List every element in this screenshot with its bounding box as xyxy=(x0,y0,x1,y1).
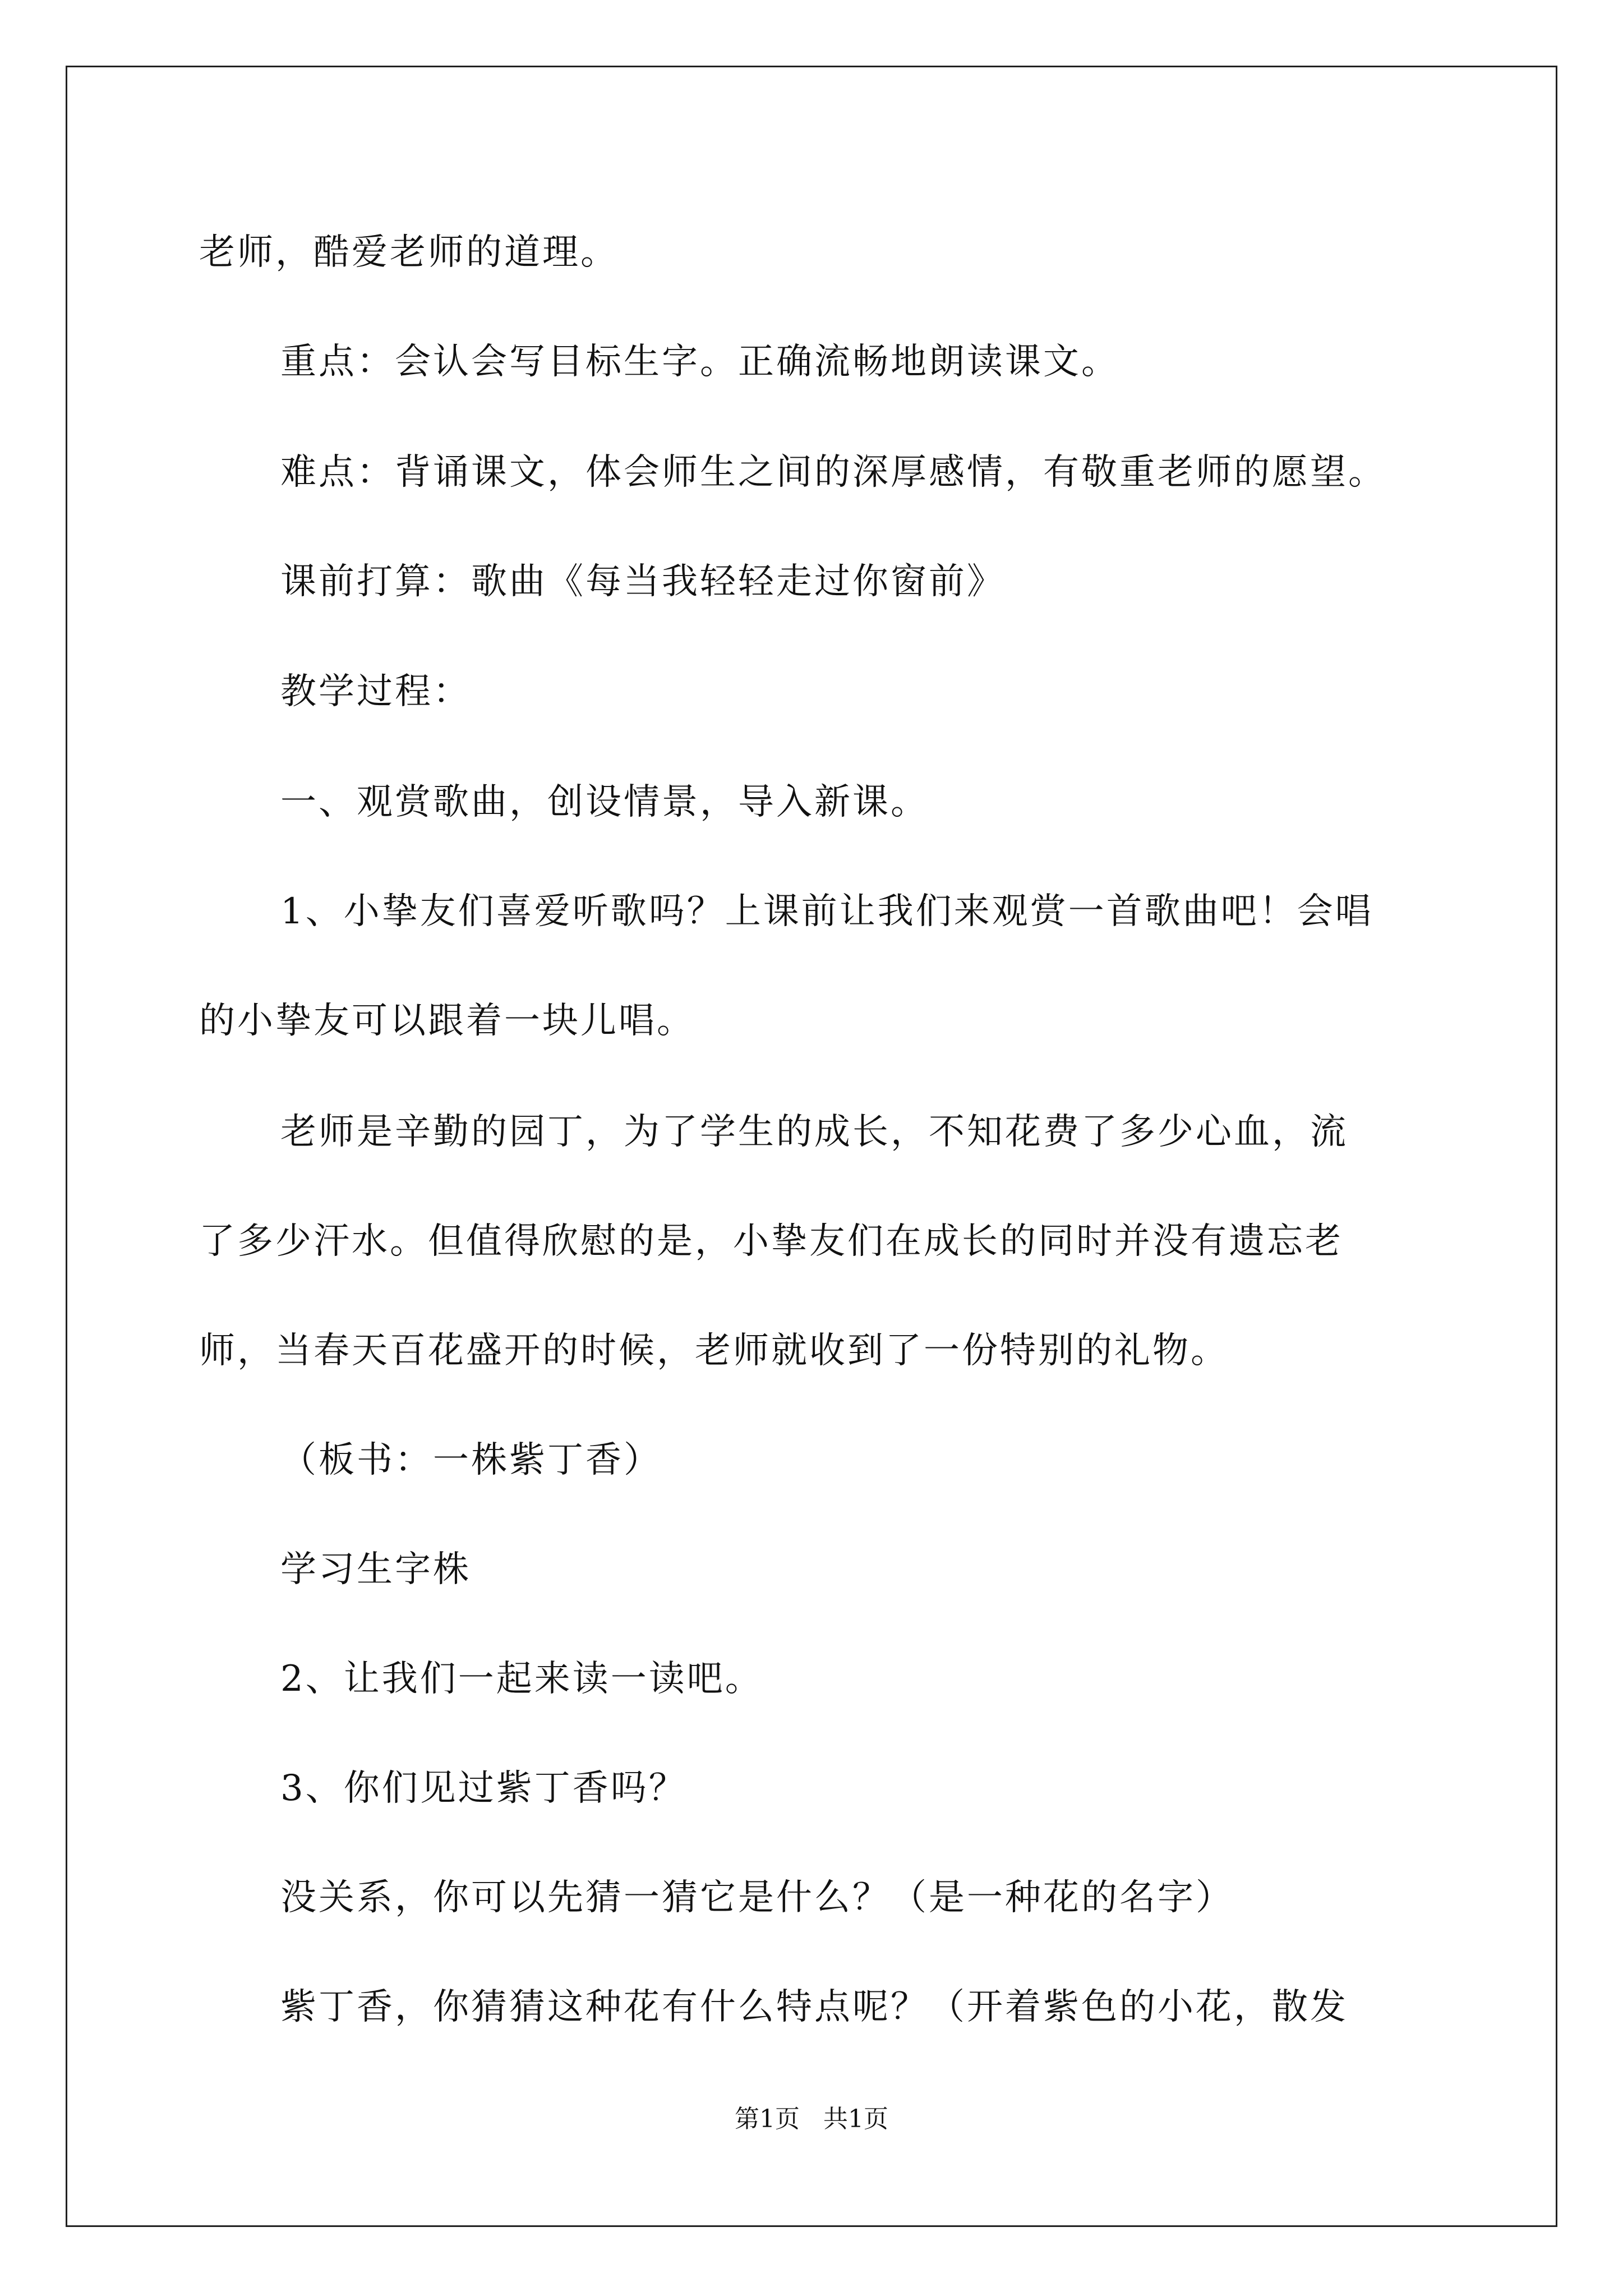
page-footer: 第1页 共1页 xyxy=(735,2105,888,2133)
text-line-8: 的小挚友可以跟着一块儿唱。 xyxy=(199,1000,695,1042)
text-line-10: 了多少汗水。但值得欣慰的是，小挚友们在成长的同时并没有遗忘老 xyxy=(199,1221,1343,1262)
text-line-16: 没关系，你可以先猜一猜它是什么？（是一种花的名字） xyxy=(280,1877,1234,1918)
text-line-5: 教学过程： xyxy=(280,671,471,712)
text-line-7: 1、小挚友们喜爱听歌吗？上课前让我们来观赏一首歌曲吧！会唱 xyxy=(280,891,1373,932)
text-line-11: 师，当春天百花盛开的时候，老师就收到了一份特别的礼物。 xyxy=(199,1330,1229,1372)
text-line-15: 3、你们见过紫丁香吗？ xyxy=(280,1768,687,1809)
text-line-6: 一、观赏歌曲，创设情景，导入新课。 xyxy=(280,781,929,823)
text-line-13: 学习生字株 xyxy=(280,1549,471,1590)
text-line-1: 老师，酷爱老师的道理。 xyxy=(199,232,619,273)
text-line-2: 重点：会认会写目标生字。正确流畅地朗读课文。 xyxy=(280,341,1119,383)
text-line-9: 老师是辛勤的园丁，为了学生的成长，不知花费了多少心血，流 xyxy=(280,1111,1348,1153)
text-line-12: （板书：一株紫丁香） xyxy=(280,1439,662,1481)
text-line-3: 难点：背诵课文，体会师生之间的深厚感情，有敬重老师的愿望。 xyxy=(280,452,1386,493)
text-line-14: 2、让我们一起来读一读吧。 xyxy=(280,1658,763,1700)
text-line-17: 紫丁香，你猜猜这种花有什么特点呢？（开着紫色的小花，散发 xyxy=(280,1986,1348,2028)
text-line-4: 课前打算：歌曲《每当我轻轻走过你窗前》 xyxy=(280,561,1005,602)
